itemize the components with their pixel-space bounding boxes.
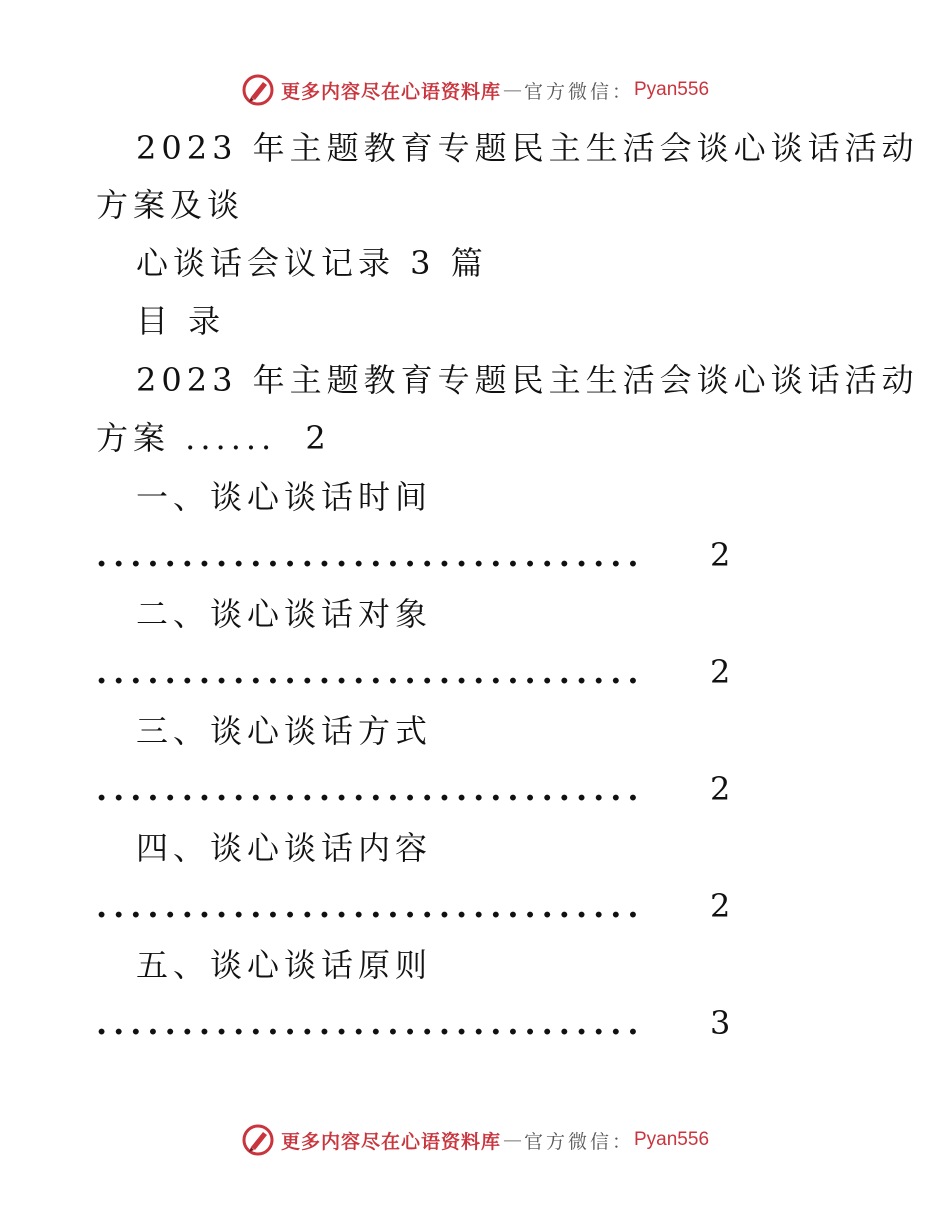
doc-title-line-2: 方案及谈 bbox=[96, 186, 245, 224]
toc-leader-dots: ................................ bbox=[96, 770, 645, 808]
header-banner bbox=[0, 70, 950, 110]
toc-main-entry-line-2[interactable] bbox=[96, 418, 331, 458]
toc-leader-dots: ................................ bbox=[96, 653, 645, 691]
toc-leader-dots: ................................ bbox=[96, 536, 645, 574]
toc-heading: 目 录 bbox=[136, 302, 226, 340]
toc-item-label[interactable]: 四、谈心谈话内容 bbox=[136, 829, 433, 867]
footer-banner bbox=[0, 1120, 950, 1160]
toc-item-label[interactable]: 三、谈心谈话方式 bbox=[136, 712, 433, 750]
doc-title-line-1: 2023 年主题教育专题民主生活会谈心谈话活动 bbox=[136, 129, 919, 167]
banner-dash: — bbox=[502, 79, 522, 101]
toc-item-page: 2 bbox=[710, 887, 731, 925]
toc-item-label[interactable]: 一、谈心谈话时间 bbox=[136, 478, 433, 516]
toc-leader-dots: ................................ bbox=[96, 1004, 645, 1042]
toc-item-label[interactable]: 二、谈心谈话对象 bbox=[136, 595, 433, 633]
toc-main-entry-page: 2 bbox=[305, 419, 331, 457]
doc-title-line-3: 心谈话会议记录 3 篇 bbox=[136, 244, 488, 282]
pen-logo-icon bbox=[241, 73, 275, 107]
banner-text: 更多内容尽在心语资料库 bbox=[280, 1130, 501, 1153]
banner-text: 更多内容尽在心语资料库 bbox=[280, 80, 501, 103]
banner-dash: — bbox=[502, 1129, 522, 1151]
banner-wechat-id: Pyan556 bbox=[634, 1129, 710, 1150]
banner-label: 官方微信： bbox=[523, 80, 634, 103]
toc-item-page: 2 bbox=[710, 536, 731, 574]
toc-item-page: 3 bbox=[710, 1004, 731, 1042]
banner-wechat-id: Pyan556 bbox=[634, 79, 710, 100]
toc-item-page: 2 bbox=[710, 770, 731, 808]
toc-item-label[interactable]: 五、谈心谈话原则 bbox=[136, 946, 433, 984]
toc-main-entry-line-1[interactable]: 2023 年主题教育专题民主生活会谈心谈话活动 bbox=[136, 361, 919, 399]
toc-main-entry-label: 方案 ...... bbox=[96, 419, 277, 457]
pen-logo-icon bbox=[241, 1123, 275, 1157]
banner-label: 官方微信： bbox=[523, 1130, 634, 1153]
toc-leader-dots: ................................ bbox=[96, 887, 645, 925]
toc-item-page: 2 bbox=[710, 653, 731, 691]
